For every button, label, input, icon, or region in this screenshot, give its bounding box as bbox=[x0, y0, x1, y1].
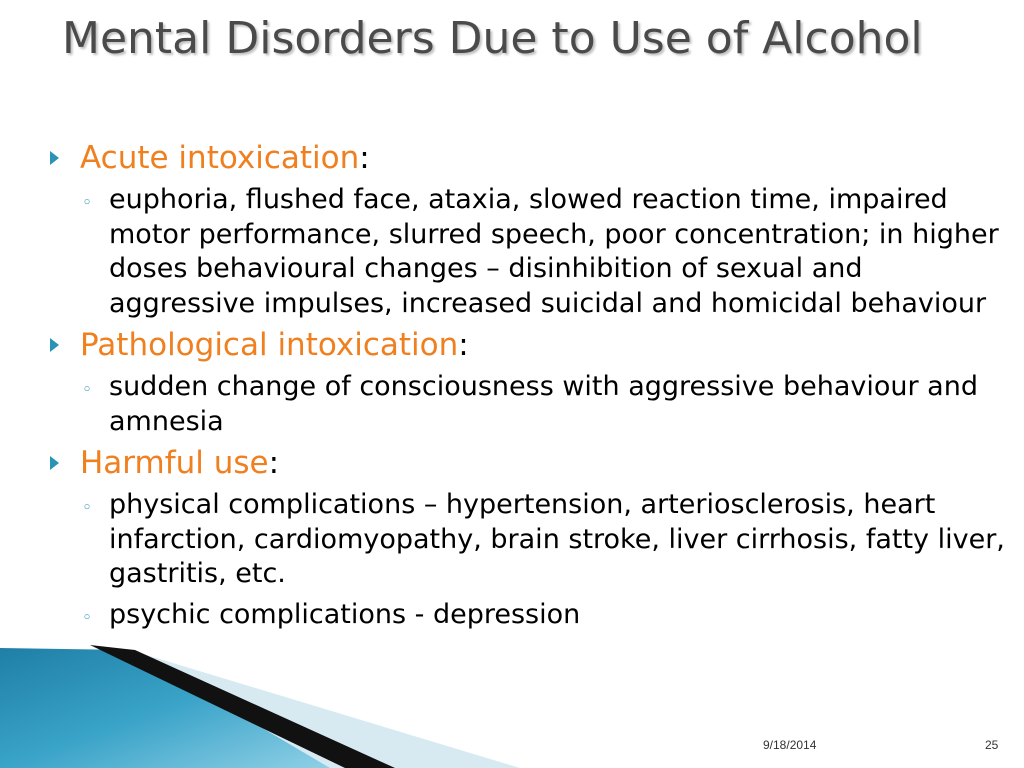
bullet-pathological-intoxication bbox=[50, 327, 1010, 364]
circle-bullet-icon: ◦ bbox=[82, 193, 93, 213]
triangle-bullet-icon bbox=[50, 456, 59, 470]
term-colon: : bbox=[359, 140, 370, 176]
subbullet-text: euphoria, flushed face, ataxia, slowed reaction time, impaired motor performance, slurred speech, poor concentration; in higher doses behavioural changes – disinhibition of sexual and aggressive impulses, increased suicidal and homicidal behaviour bbox=[109, 184, 999, 319]
triangle-bullet-icon bbox=[50, 151, 59, 165]
term-label: Harmful use bbox=[80, 445, 269, 481]
circle-bullet-icon: ◦ bbox=[82, 607, 93, 628]
footer-date: 9/18/2014 bbox=[763, 738, 817, 752]
bullet-acute-intoxication bbox=[50, 140, 1010, 177]
subbullet-physical-complications bbox=[50, 488, 1010, 592]
term-label: Acute intoxication bbox=[80, 140, 360, 176]
subbullet-pathological-symptoms bbox=[50, 370, 1010, 439]
subbullet-text: physical complications – hypertension, arteriosclerosis, heart infarction, cardiomyopathy, brain stroke, liver cirrhosis, fatty liver, gastritis, etc. bbox=[109, 489, 1005, 589]
term-colon: : bbox=[268, 445, 280, 481]
subbullet-psychic-complications bbox=[50, 598, 1010, 633]
term-label: Pathological intoxication bbox=[80, 327, 459, 363]
circle-bullet-icon: ◦ bbox=[82, 498, 93, 518]
subbullet-text: psychic complications - depression bbox=[109, 598, 581, 630]
subbullet-text: sudden change of consciousness with aggressive behaviour and amnesia bbox=[109, 371, 978, 437]
slide-title: Mental Disorders Due to Use of Alcohol bbox=[62, 13, 923, 64]
subbullet-acute-symptoms bbox=[50, 183, 1010, 321]
slide-content bbox=[50, 140, 1010, 638]
footer-page-number: 25 bbox=[985, 738, 999, 752]
bullet-harmful-use bbox=[50, 445, 1010, 482]
triangle-bullet-icon bbox=[50, 338, 59, 352]
term-colon: : bbox=[458, 327, 469, 363]
circle-bullet-icon: ◦ bbox=[82, 380, 93, 400]
